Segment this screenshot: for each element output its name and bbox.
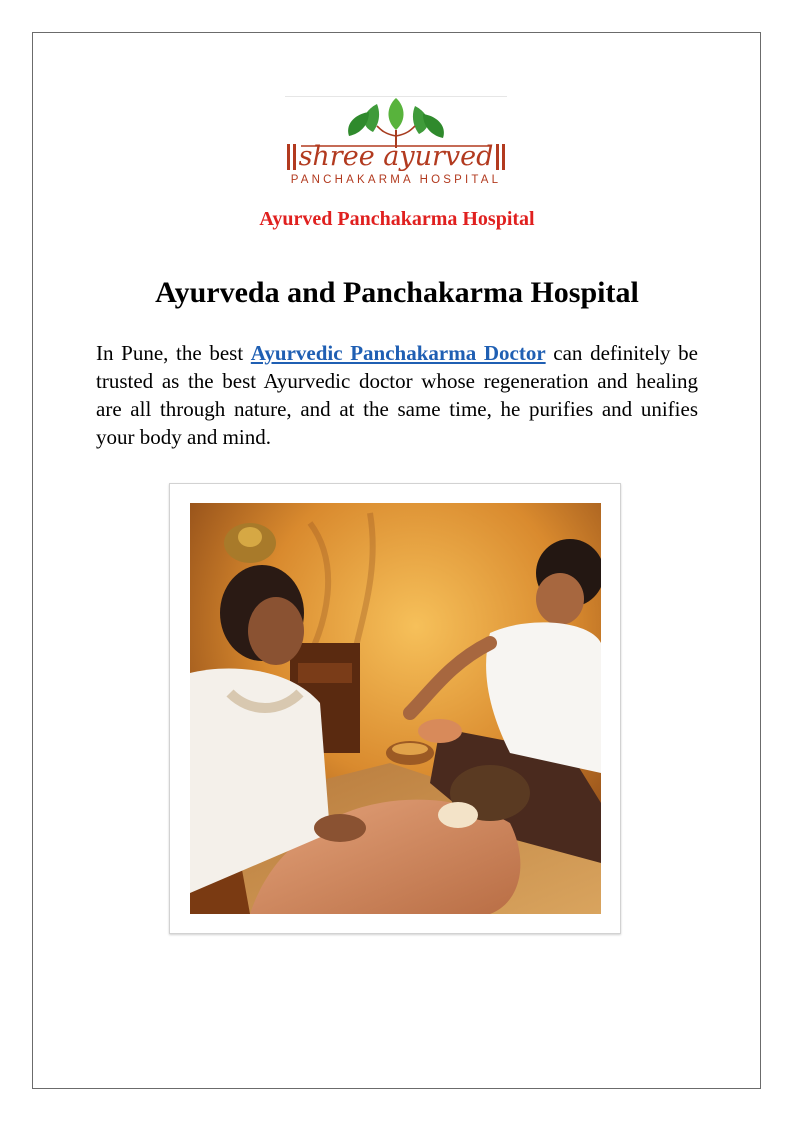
logo-subtitle: PANCHAKARMA HOSPITAL — [290, 174, 502, 186]
doctor-link[interactable]: Ayurvedic Panchakarma Doctor — [250, 341, 546, 365]
logo-wordmark: shree ayurved — [298, 141, 494, 172]
logo-leaf-icon — [285, 96, 507, 176]
page-title: Ayurveda and Panchakarma Hospital — [155, 276, 639, 309]
subheading: Ayurved Panchakarma Hospital — [259, 208, 535, 230]
ayurvedic-massage-photo — [190, 503, 601, 914]
hospital-logo — [285, 96, 507, 196]
paragraph-text-end: can definitely be trusted as the best Ayurvedic doctor whose regeneration and healing are all through nature, and at the same time, he purifies and unifies your body and mind. — [96, 341, 698, 449]
intro-paragraph — [96, 339, 698, 451]
paragraph-text-start: In Pune, the best — [96, 341, 251, 365]
